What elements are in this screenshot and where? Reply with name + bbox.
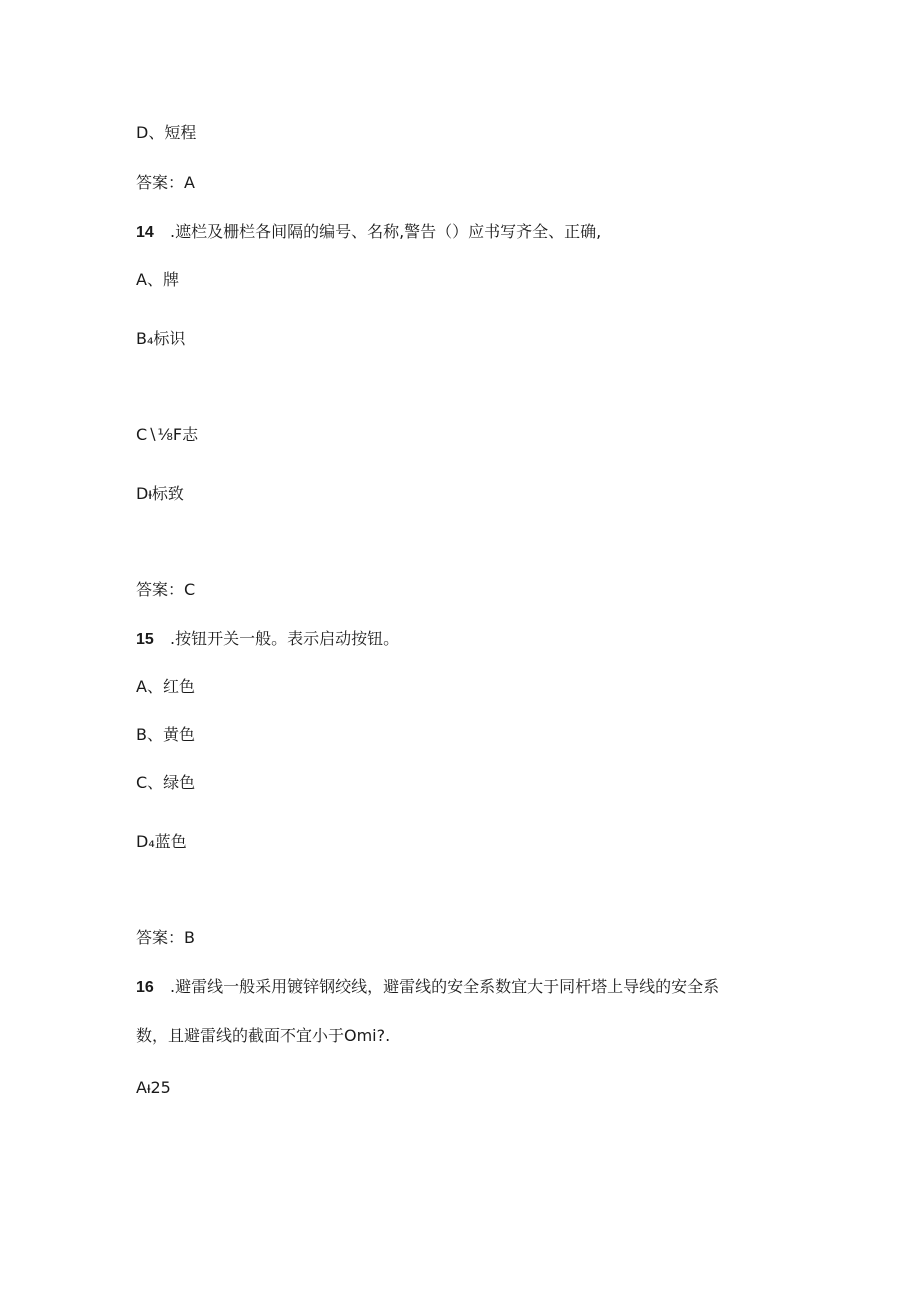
- option-14-c: [136, 424, 198, 446]
- question-text: .避雷线一般采用镀锌钢绞线，避雷线的安全系数宜大于同杆塔上导线的安全系: [170, 977, 720, 996]
- question-text: .按钮开关一般。表示启动按钮。: [170, 629, 400, 648]
- line-text: A、红色: [136, 677, 195, 696]
- line-text: D₄蓝色: [136, 832, 187, 851]
- question-15: [136, 628, 399, 651]
- line-text: D、短程: [136, 123, 197, 142]
- line-text: A、牌: [136, 270, 179, 289]
- question-number: 14: [136, 224, 154, 241]
- question-14: [136, 221, 601, 244]
- option-d-short-range: [136, 122, 196, 144]
- question-text: .遮栏及栅栏各间隔的编号、名称,警告（）应书写齐全、正确,: [170, 222, 602, 241]
- answer-13: [136, 172, 195, 194]
- line-text: Dᵼ标致: [136, 484, 184, 503]
- question-16: [136, 976, 719, 999]
- line-text: 数，且避雷线的截面不宜小于Omi?.: [136, 1026, 391, 1045]
- question-16-continued: [136, 1025, 390, 1047]
- answer-15: [136, 927, 195, 949]
- option-15-d: [136, 831, 187, 853]
- line-text: 答案：A: [136, 173, 195, 192]
- option-15-c: [136, 772, 195, 794]
- line-text: C、绿色: [136, 773, 196, 792]
- line-text: 答案：B: [136, 928, 195, 947]
- option-14-a: [136, 269, 179, 291]
- line-text: C∖⅛F志: [136, 425, 199, 444]
- question-number: 15: [136, 631, 154, 648]
- line-text: B₄标识: [136, 329, 186, 348]
- option-14-d: [136, 483, 184, 505]
- option-14-b: [136, 328, 185, 350]
- line-text: B、黄色: [136, 725, 195, 744]
- option-15-b: [136, 724, 195, 746]
- line-text: Aᵼ25: [136, 1078, 171, 1097]
- line-text: 答案：C: [136, 580, 196, 599]
- option-15-a: [136, 676, 195, 698]
- answer-14: [136, 579, 195, 601]
- question-number: 16: [136, 979, 154, 996]
- option-16-a: [136, 1077, 171, 1099]
